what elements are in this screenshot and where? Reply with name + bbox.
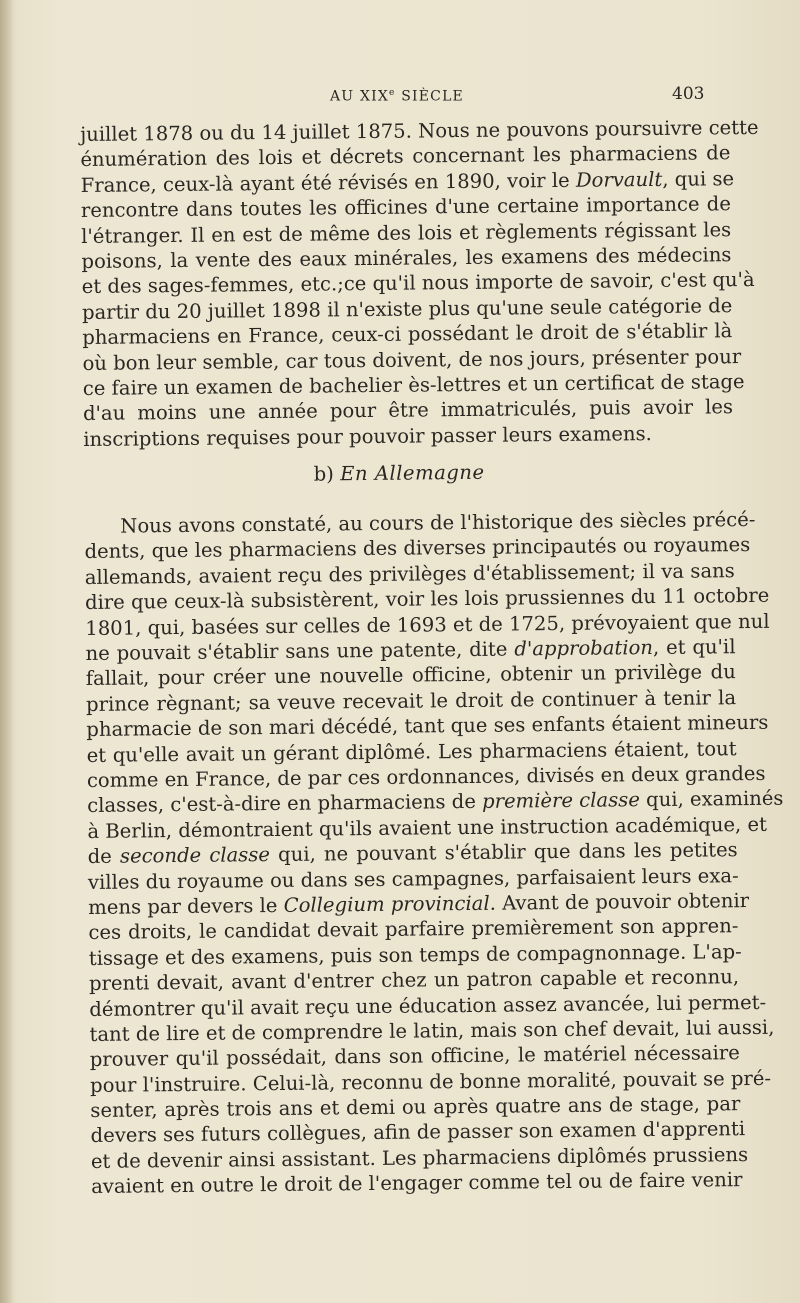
text-line: et qu'elle avait un gérant diplômé. Les pharmaciens étaient, tout [86,736,737,767]
text-line: devers ses futurs collègues, afin de passer son examen d'apprenti [90,1117,746,1148]
text-line: prouver qu'il possédait, dans son officine, le matériel nécessaire [89,1041,740,1072]
running-head-tail: SIÈCLE [395,88,464,105]
text-line: d'au moins une année pour être immatriculés, puis avoir les [82,395,734,426]
binding-shadow [0,0,14,1303]
text-line: énumération des lois et décrets concernant les pharmaciens de [80,141,731,172]
text-segment: classes, c'est-à-dire en pharmaciens de [87,790,483,818]
section-title: En Allemagne [340,460,485,486]
text-line: pharmacie de son mari décédé, tant que ses enfants étaient mineurs [86,711,769,742]
text-segment: qui, examinés [639,787,784,812]
text-segment: , qui se [662,166,735,191]
section-heading [83,445,733,502]
text-line: tant de lire et de comprendre le latin, mais son chef devait, lui aussi, [89,1015,775,1046]
italic-term: première classe [481,788,640,814]
body-text [80,115,784,1199]
text-line: prince règnant; sa veuve recevait le droit de continuer à tenir la [85,685,737,716]
text-line: partir du 20 juillet 1898 il n'existe plus qu'une seule catégorie de [81,293,733,324]
text-line: comme en France, de par ces ordonnances, divisés en deux grandes [86,761,766,792]
text-line: allemands, avaient reçu des privilèges d'établissement; il va sans [84,559,735,589]
text-line: l'étranger. Il en est de même des lois et règlements régissant les [81,217,732,248]
text-segment: ne pouvait s'établir sans une patente, dite [85,637,515,666]
text-segment: France, ceux-là ayant été révisés en 1890, voir le [80,168,577,197]
italic-reference: Dorvault [575,167,663,192]
page-header [0,84,800,110]
text-line: 1801, qui, basées sur celles de 1693 et de 1725, prévoyaient que nul [85,609,770,640]
text-line: avaient en outre le droit de l'engager comme tel ou de faire venir [91,1168,743,1199]
text-line: à Berlin, démontraient qu'ils avaient une instruction académique, et [87,812,768,843]
italic-term: d'approbation [514,636,654,661]
text-line: pour l'instruire. Celui-là, reconnu de bonne moralité, pouvait se pré- [89,1066,772,1097]
text-line: ce faire un examen de bachelier ès-lettres et un certificat de stage [82,369,745,400]
paragraph-2 [84,507,784,1199]
text-line: et de devenir ainsi assistant. Les pharmaciens diplômés prussiens [90,1142,749,1173]
text-segment: qui, ne pouvant s'établir que dans les petites [269,838,738,867]
text-line: dents, que les pharmaciens des diverses principautés ou royaumes [84,533,751,564]
text-line: inscriptions requises pour pouvoir passer leurs examens. [83,421,652,451]
text-line: démontrer qu'il avait reçu une éducation assez avancée, lui permet- [89,990,767,1021]
text-segment: mens par devers le [88,893,284,919]
text-segment: , et qu'il [652,635,736,660]
text-segment: de [87,844,121,869]
running-head-text: AU XIX [330,88,390,105]
italic-term: Collegium provincial [283,891,490,917]
text-line: senter, après trois ans et demi ou après quatre ans de stage, par [90,1092,741,1123]
text-line: dire que ceux-là subsistèrent, voir les lois prussiennes du 11 octobre [84,584,770,615]
running-head-superscript: e [389,88,396,98]
text-line: Nous avons constaté, au cours de l'historique des siècles précé- [120,508,756,538]
text-line: prenti devait, avant d'entrer chez un patron capable et reconnu, [88,965,740,996]
paragraph-1 [80,115,759,452]
text-line: juillet 1878 ou du 14 juillet 1875. Nous ne pouvons poursuivre cette [80,115,759,146]
text-segment: . Avant de pouvoir obtenir [489,888,750,915]
text-line: tissage et des examens, puis son temps de compagnonnage. L'ap- [88,939,742,970]
page-number: 403 [672,84,705,104]
text-line: où bon leur semble, car tous doivent, de nos jours, présenter pour [82,344,742,375]
text-line: poisons, la vente des eaux minérales, les examens des médecins [81,243,732,273]
text-line: fallait, pour créer une nouvelle officine, obtenir un privilège du [85,660,736,691]
text-line: ces droits, le candidat devait parfaire premièrement son appren- [88,914,739,945]
text-line: et des sages-femmes, etc.;ce qu'il nous importe de savoir, c'est qu'à [81,268,755,299]
italic-term: seconde classe [119,843,271,868]
running-head [330,88,464,105]
text-line: pharmaciens en France, ceux-ci possédant le droit de s'établir là [82,319,733,350]
text-line: villes du royaume ou dans ses campagnes, parfaisaient leurs exa- [87,863,739,894]
text-line: rencontre dans toutes les officines d'une certaine importance de [80,192,732,223]
section-label: b) [313,462,341,486]
